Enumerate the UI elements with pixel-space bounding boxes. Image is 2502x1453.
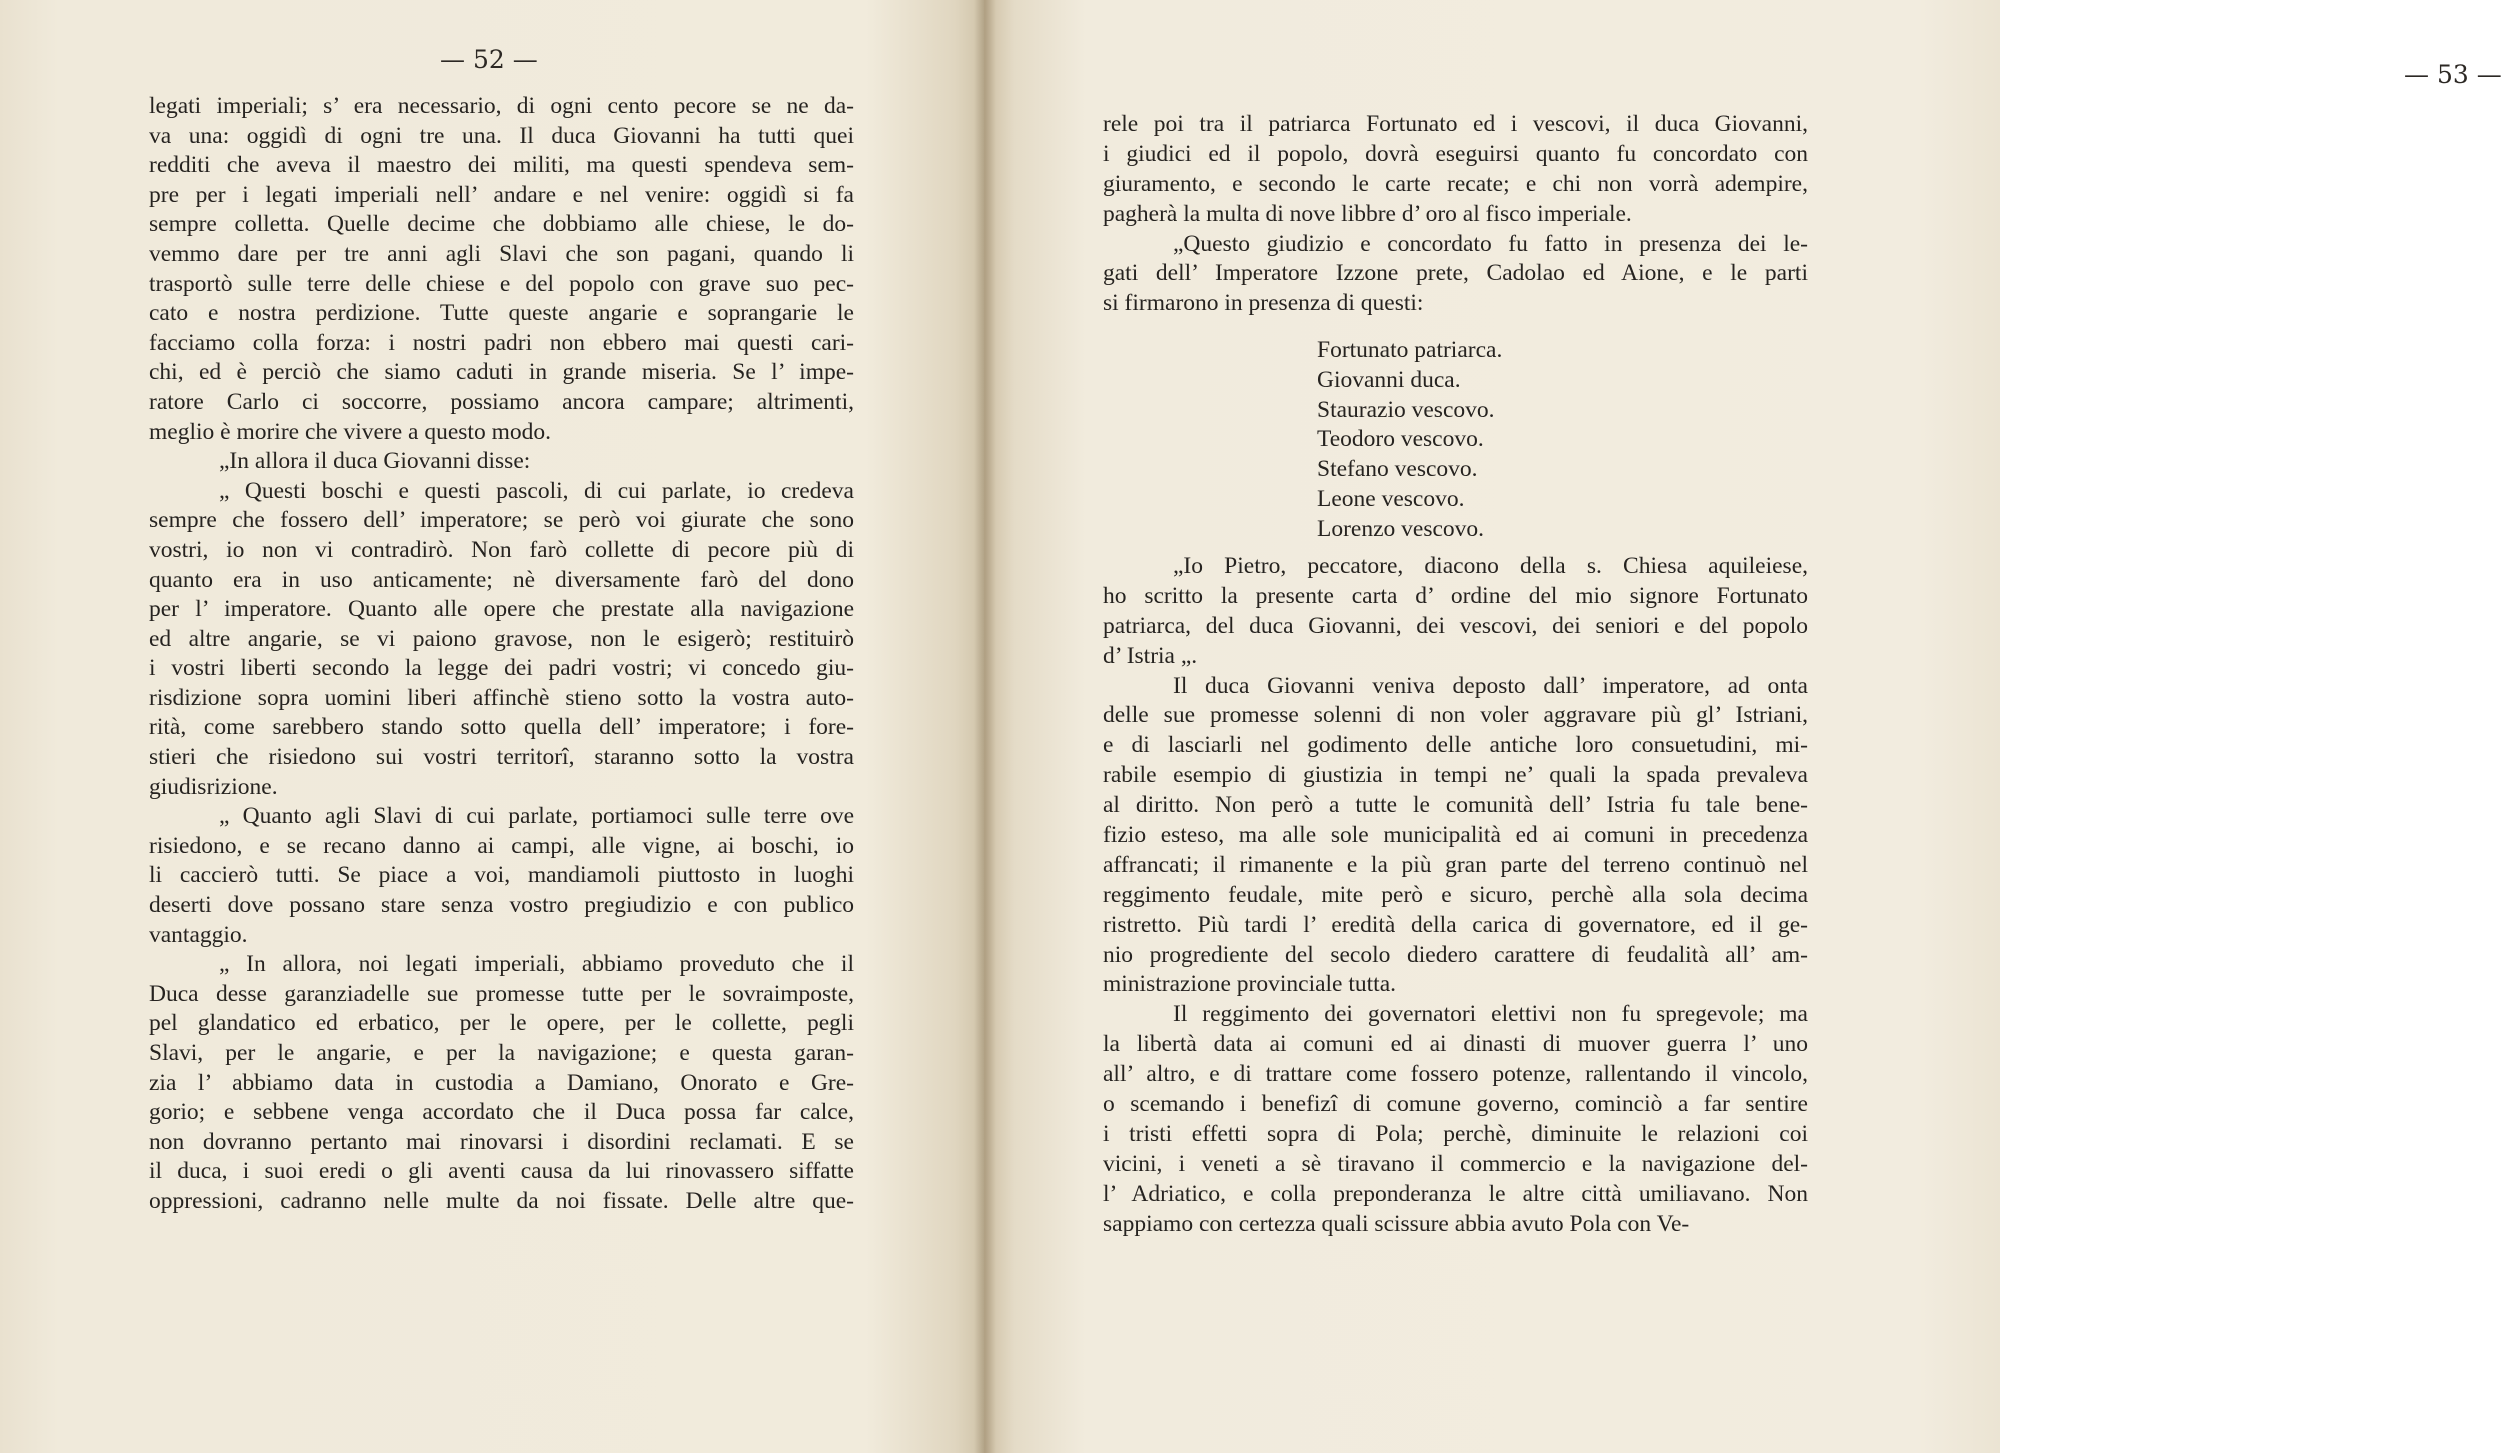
text-line: pel glandatico ed erbatico, per le opere, per le collette, pegli: [149, 1010, 854, 1037]
text-line: sempre che fossero dell’ imperatore; se però voi giurate che sono: [149, 507, 854, 534]
text-line: affrancati; il rimanente e la più gran parte del terreno continuò nel: [1103, 851, 1808, 878]
text-line: zia l’ abbiamo data in custodia a Damiano, Onorato e Gre-: [149, 1069, 854, 1096]
text-line: non dovranno pertanto mai rinovarsi i disordini reclamati. E se: [149, 1128, 854, 1155]
text-line: ratore Carlo ci soccorre, possiamo ancora campare; altrimenti,: [149, 388, 854, 415]
text-line: si firmarono in presenza di questi:: [1103, 290, 1424, 317]
text-line: trasportò sulle terre delle chiese e del popolo con grave suo pec-: [149, 270, 854, 297]
text-line: i tristi effetti sopra di Pola; perchè, diminuite le relazioni coi: [1103, 1120, 1808, 1147]
page-number: — 53 —: [2404, 60, 2502, 89]
text-line: Il reggimento dei governatori elettivi non fu spregevole; ma: [1173, 1001, 1808, 1028]
text-line: per l’ imperatore. Quanto alle opere che prestate alla navigazione: [149, 596, 854, 623]
text-line: la libertà data ai comuni ed ai dinasti di muover guerra l’ uno: [1103, 1031, 1808, 1058]
text-line: li caccierò tutti. Se piace a voi, mandiamoli piuttosto in luoghi: [149, 862, 854, 889]
signature-line: Giovanni duca.: [1317, 366, 1461, 393]
text-line: „ Questi boschi e questi pascoli, di cui parlate, io credeva: [219, 477, 854, 504]
text-line: pagherà la multa di nove libbre d’ oro al fisco imperiale.: [1103, 200, 1632, 227]
text-line: all’ altro, e di trattare come fossero potenze, rallentando il vincolo,: [1103, 1061, 1808, 1088]
text-line: sappiamo con certezza quali scissure abbia avuto Pola con Ve-: [1103, 1210, 1690, 1237]
signature-line: Teodoro vescovo.: [1317, 426, 1484, 453]
right-page-text-top: [1103, 110, 1808, 319]
left-page-text: [149, 92, 854, 1217]
book-gutter: [974, 0, 996, 1453]
text-line: giuramento, e secondo le carte recate; e chi non vorrà adempire,: [1103, 170, 1808, 197]
text-line: fizio esteso, ma alle sole municipalità ed ai comuni in precedenza: [1103, 822, 1808, 849]
signature-line: Lorenzo vescovo.: [1317, 515, 1485, 542]
text-line: giudisrizione.: [149, 773, 278, 800]
text-line: reggimento feudale, mite però e sicuro, perchè alla sola decima: [1103, 881, 1808, 908]
text-line: risiedono, e se recano danno ai campi, alle vigne, ai boschi, io: [149, 832, 854, 859]
text-line: rele poi tra il patriarca Fortunato ed i vescovi, il duca Giovanni,: [1103, 111, 1808, 137]
page-number: — 52 —: [440, 45, 538, 74]
text-line: oppressioni, cadranno nelle multe da noi fissate. Delle altre que-: [149, 1187, 854, 1214]
text-line: i vostri liberti secondo la legge dei padri vostri; vi concedo giu-: [149, 655, 854, 682]
text-line: quanto era in uso anticamente; nè diversamente farò del dono: [149, 566, 854, 593]
text-line: ho scritto la presente carta d’ ordine del mio signore Fortunato: [1103, 582, 1808, 609]
text-line: ristretto. Più tardi l’ eredità della carica di governatore, ed il ge-: [1103, 911, 1808, 938]
text-line: risdizione sopra uomini liberi affinchè stieno sotto la vostra auto-: [149, 684, 854, 711]
text-line: redditi che aveva il maestro dei militi, ma questi spendeva sem-: [149, 152, 854, 179]
text-line: vostri, io non vi contradirò. Non farò collette di pecore più di: [149, 536, 854, 563]
text-line: „In allora il duca Giovanni disse:: [219, 448, 531, 475]
text-line: vantaggio.: [149, 921, 248, 948]
text-line: „Io Pietro, peccatore, diacono della s. Chiesa aquileiese,: [1173, 553, 1808, 579]
text-line: al diritto. Non però a tutte le comunità dell’ Istria fu tale bene-: [1103, 792, 1808, 819]
text-line: delle sue promesse solenni di non voler aggravare più gl’ Istriani,: [1103, 702, 1808, 729]
text-line: stieri che risiedono sui vostri territorî, staranno sotto la vostra: [149, 744, 854, 771]
text-line: „ Quanto agli Slavi di cui parlate, portiamoci sulle terre ove: [219, 803, 854, 830]
text-line: rità, come sarebbero stando sotto quella dell’ imperatore; i fore-: [149, 714, 854, 741]
text-line: „Questo giudizio e concordato fu fatto in presenza dei le-: [1173, 230, 1808, 257]
text-line: l’ Adriatico, e colla preponderanza le altre città umiliavano. Non: [1103, 1180, 1808, 1207]
text-line: ed altre angarie, se vi paiono gravose, non le esigerò; restituirò: [149, 625, 854, 652]
text-line: „ In allora, noi legati imperiali, abbiamo proveduto che il: [219, 951, 854, 978]
text-line: d’ Istria „.: [1103, 642, 1198, 669]
text-line: patriarca, del duca Giovanni, dei vescovi, dei seniori e del popolo: [1103, 612, 1808, 639]
signature-line: Stefano vescovo.: [1317, 456, 1478, 483]
signature-list: [1317, 336, 1617, 545]
text-line: legati imperiali; s’ era necessario, di ogni cento pecore se ne da-: [149, 93, 854, 119]
text-line: cato e nostra perdizione. Tutte queste angarie e soprangarie le: [149, 300, 854, 327]
text-line: nio progrediente del secolo diedero carattere di feudalità all’ am-: [1103, 941, 1808, 968]
text-line: gorio; e sebbene venga accordato che il Duca possa far calce,: [149, 1099, 854, 1126]
text-line: vemmo dare per tre anni agli Slavi che son pagani, quando li: [149, 240, 854, 267]
text-line: Duca desse garanziadelle sue promesse tutte per le sovraimposte,: [149, 980, 854, 1007]
text-line: facciamo colla forza: i nostri padri non ebbero mai questi cari-: [149, 329, 854, 356]
text-line: e di lasciarli nel godimento delle antiche loro consuetudini, mi-: [1103, 732, 1808, 759]
text-line: ministrazione provinciale tutta.: [1103, 971, 1397, 998]
text-line: sempre colletta. Quelle decime che dobbiamo alle chiese, le do-: [149, 211, 854, 238]
text-line: rabile esempio di giustizia in tempi ne’ quali la spada prevaleva: [1103, 762, 1808, 789]
text-line: gati dell’ Imperatore Izzone prete, Cadolao ed Aione, e le parti: [1103, 260, 1808, 287]
text-line: chi, ed è perciò che siamo caduti in grande miseria. Se l’ impe-: [149, 359, 854, 386]
text-line: pre per i legati imperiali nell’ andare e nel venire: oggidì si fa: [149, 181, 854, 208]
text-line: Slavi, per le angarie, e per la navigazione; e questa garan-: [149, 1040, 854, 1066]
text-line: deserti dove possano stare senza vostro pregiudizio e con publico: [149, 892, 854, 919]
signature-line: Staurazio vescovo.: [1317, 396, 1495, 423]
text-line: o scemando i benefizî di comune governo, cominciò a far sentire: [1103, 1091, 1808, 1118]
text-line: il duca, i suoi eredi o gli aventi causa da lui rinovassero siffatte: [149, 1158, 854, 1185]
signature-line: Leone vescovo.: [1317, 485, 1465, 512]
text-line: Il duca Giovanni veniva deposto dall’ imperatore, ad onta: [1173, 672, 1808, 699]
right-page-text-bottom: [1103, 552, 1808, 1239]
text-line: va una: oggidì di ogni tre una. Il duca Giovanni ha tutti quei: [149, 122, 854, 149]
text-line: meglio è morire che vivere a questo modo.: [149, 418, 551, 445]
signature-line: Fortunato patriarca.: [1317, 337, 1503, 363]
text-line: vicini, i veneti a sè tiravano il commercio e la navigazione del-: [1103, 1150, 1808, 1177]
text-line: i giudici ed il popolo, dovrà eseguirsi quanto fu concordato con: [1103, 140, 1808, 167]
